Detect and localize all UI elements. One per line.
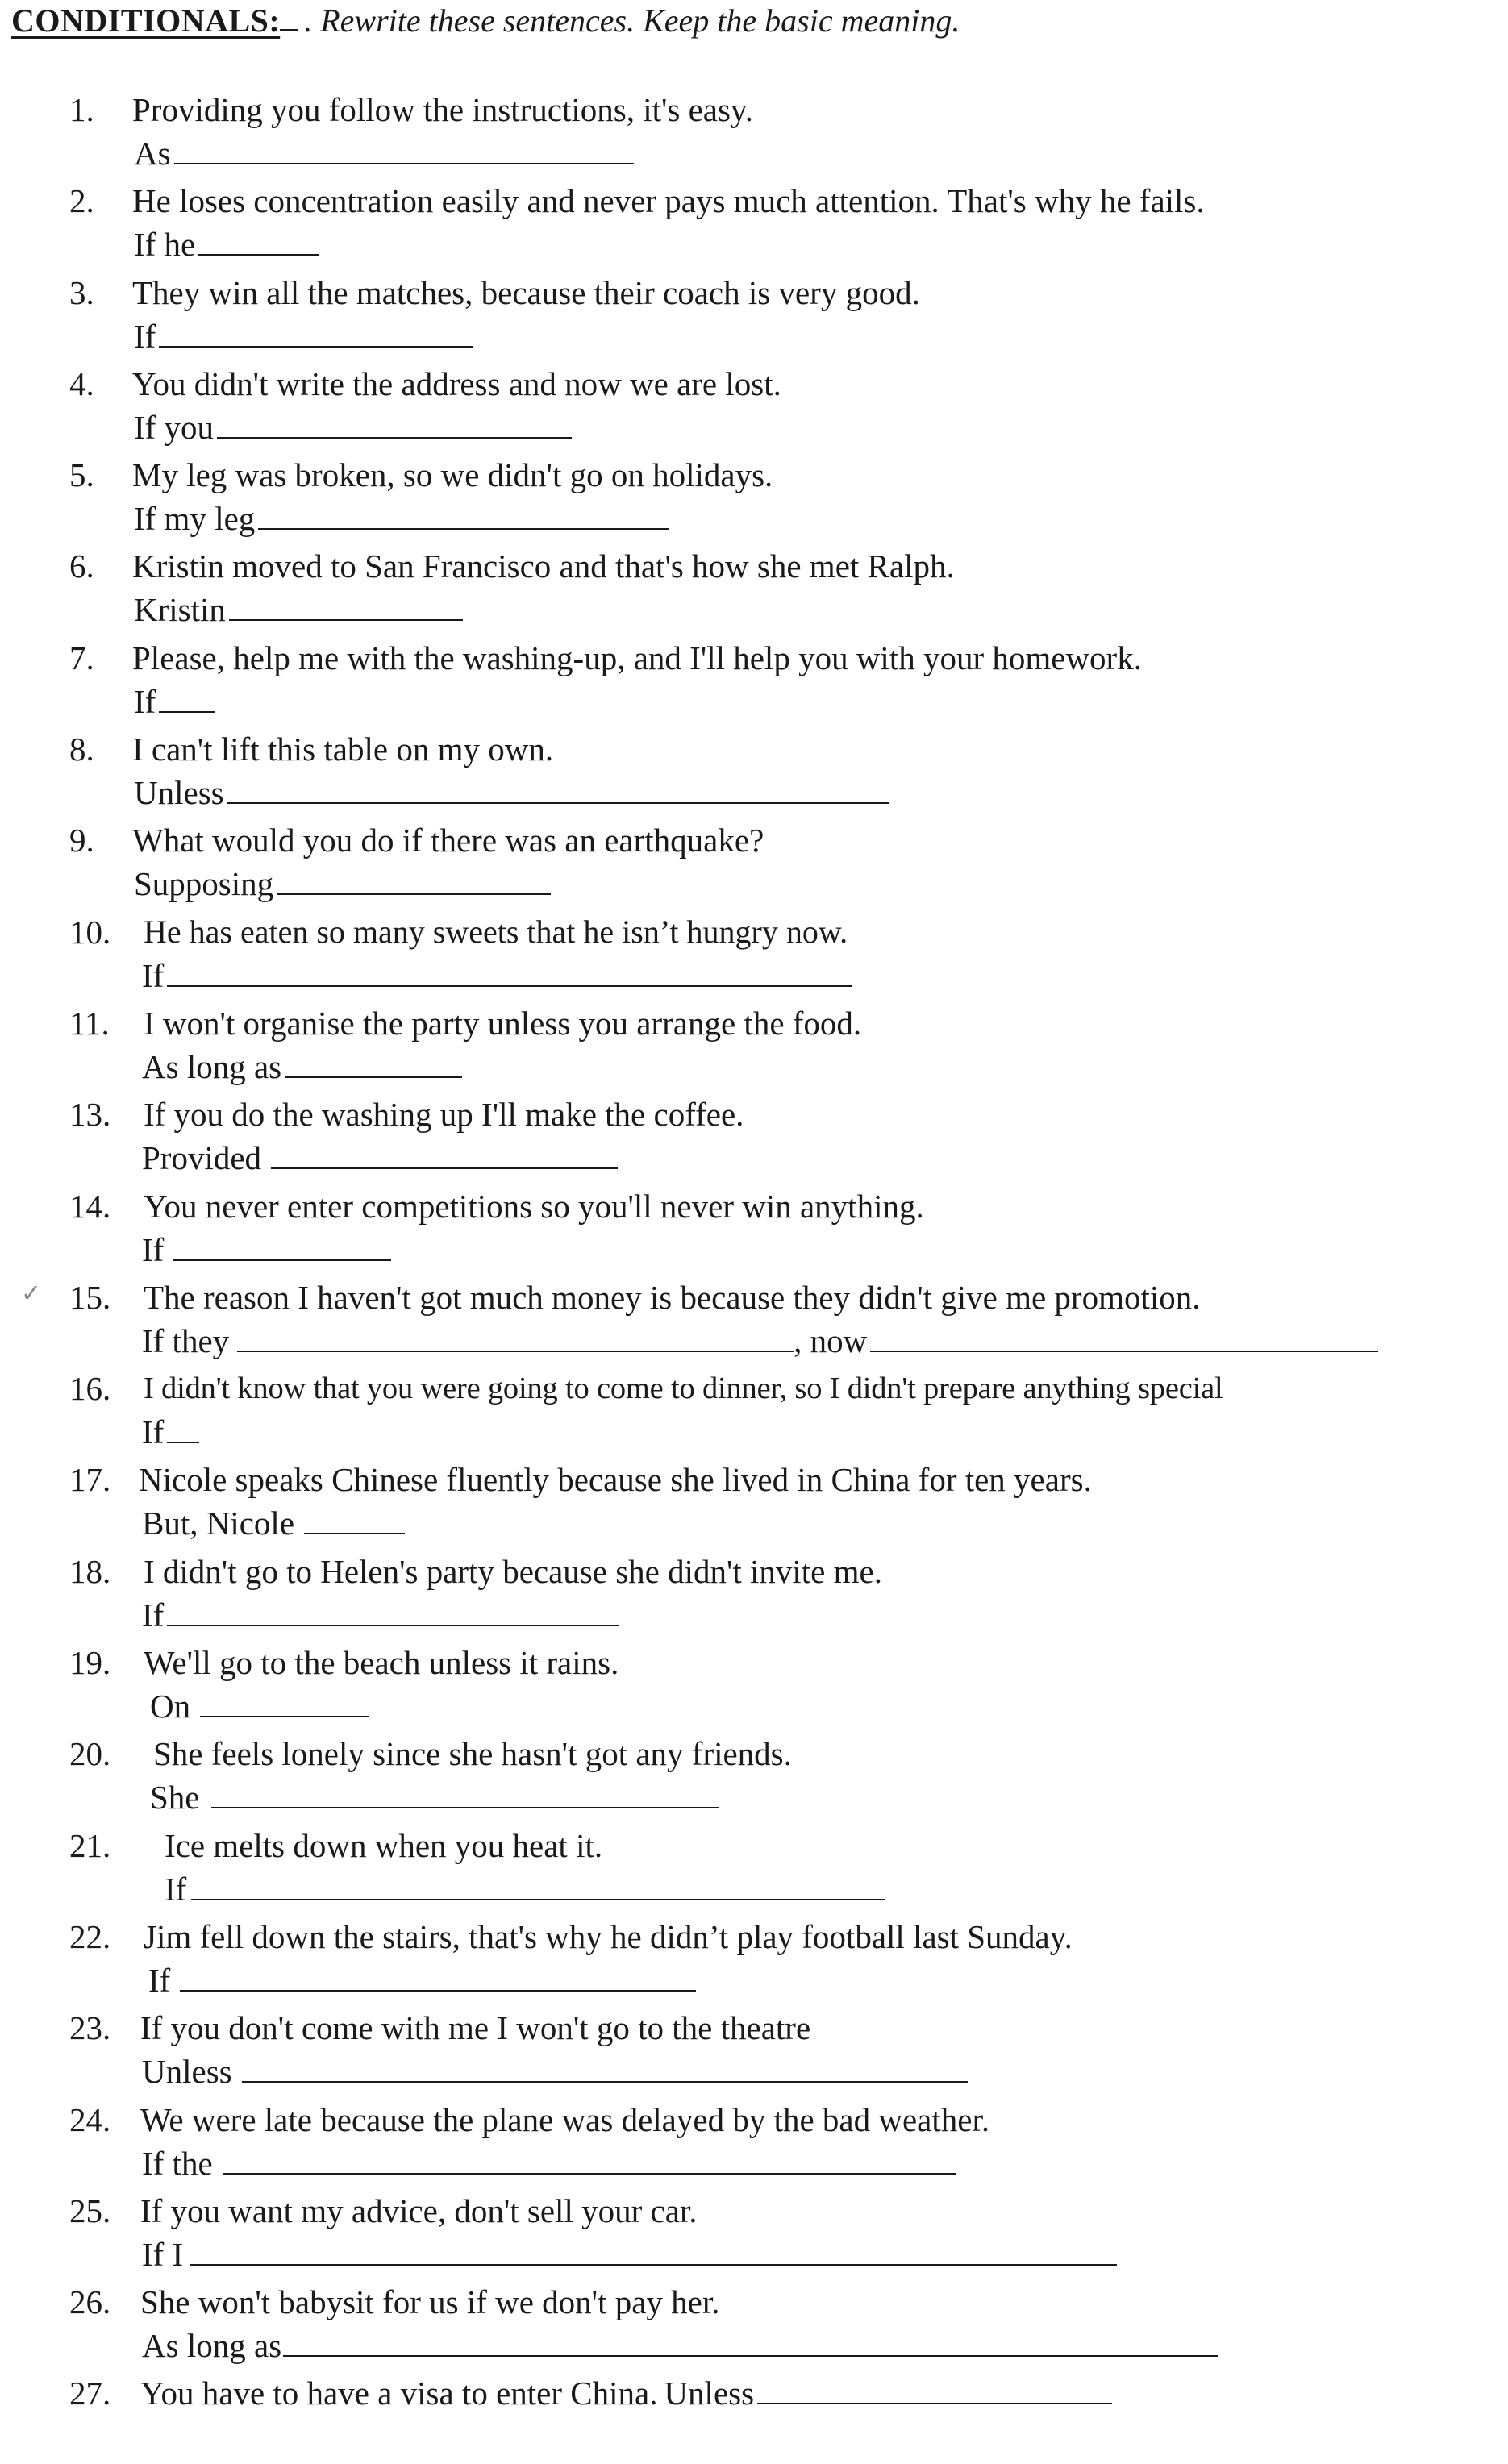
exercise-number: 26. bbox=[69, 2283, 111, 2321]
exercise-item bbox=[0, 363, 1508, 454]
answer-blank[interactable] bbox=[191, 1870, 885, 1900]
exercise-number: 7. bbox=[69, 639, 94, 676]
exercise-number: 23. bbox=[69, 2009, 111, 2047]
exercise-number: 2. bbox=[69, 182, 94, 220]
exercise-sentence: We were late because the plane was delayed by the bad weather. bbox=[140, 2100, 990, 2138]
answer-prompt: If they bbox=[142, 1321, 230, 1359]
exercise-number: 27. bbox=[69, 2375, 111, 2412]
exercise-sentence: What would you do if there was an earthquake? bbox=[132, 822, 764, 859]
answer-blank[interactable] bbox=[271, 1138, 618, 1169]
exercise-item bbox=[0, 728, 1508, 819]
exercise-sentence bbox=[140, 2374, 1112, 2412]
answer-line bbox=[142, 2235, 1117, 2274]
exercise-sentence: Nicole speaks Chinese fluently because she lived in China for ten years. bbox=[139, 1461, 1092, 1499]
exercise-number: 17. bbox=[69, 1461, 111, 1499]
answer-prompt: If bbox=[148, 1961, 171, 1999]
exercise-number: 5. bbox=[69, 456, 94, 494]
answer-prompt: If my leg bbox=[134, 500, 256, 538]
exercise-sentence: My leg was broken, so we didn't go on holidays. bbox=[132, 456, 773, 494]
exercise-number: 16. bbox=[69, 1370, 111, 1408]
exercise-sentence: She won't babysit for us if we don't pay her. bbox=[140, 2283, 720, 2321]
answer-line bbox=[142, 956, 852, 995]
answer-prompt: If bbox=[142, 1230, 165, 1268]
worksheet-instruction: . Rewrite these sentences. Keep the basic meaning. bbox=[304, 2, 960, 39]
exercise-sentence: You didn't write the address and now we are lost. bbox=[132, 364, 781, 402]
exercise-sentence: If you want my advice, don't sell your car. bbox=[140, 2191, 698, 2229]
answer-prompt: As long as bbox=[142, 1047, 282, 1085]
exercise-item bbox=[0, 272, 1508, 363]
answer-prompt: Provided bbox=[142, 1139, 262, 1177]
exercise-sentence: You never enter competitions so you'll never win anything. bbox=[144, 1187, 924, 1225]
exercise-item bbox=[0, 2190, 1508, 2281]
answer-prompt: If the bbox=[142, 2144, 213, 2182]
answer-blank[interactable] bbox=[227, 773, 889, 804]
answer-prompt: Unless bbox=[142, 2053, 232, 2091]
exercise-number: 1. bbox=[69, 91, 94, 128]
exercise-sentence: He loses concentration easily and never pays much attention. That's why he fails. bbox=[132, 182, 1205, 220]
margin-tick-mark: ✓ bbox=[21, 1280, 42, 1307]
exercise-item bbox=[0, 180, 1508, 271]
answer-blank[interactable] bbox=[167, 956, 852, 987]
exercise-number: 24. bbox=[69, 2100, 111, 2138]
answer-prompt: On bbox=[150, 1688, 191, 1725]
answer-line bbox=[134, 773, 889, 812]
answer-prompt: Supposing bbox=[134, 865, 274, 903]
answer-line bbox=[134, 864, 551, 903]
answer-blank[interactable] bbox=[159, 682, 215, 713]
answer-blank[interactable] bbox=[217, 408, 572, 439]
exercise-sentence: If you do the washing up I'll make the coffee. bbox=[144, 1096, 744, 1134]
answer-blank-secondary[interactable] bbox=[870, 1321, 1378, 1352]
exercise-item bbox=[0, 1733, 1508, 1824]
answer-blank[interactable] bbox=[229, 590, 463, 621]
exercise-sentence: I didn't go to Helen's party because she didn't invite me. bbox=[144, 1552, 882, 1590]
answer-prompt: Unless bbox=[134, 774, 224, 812]
exercise-item bbox=[0, 1002, 1508, 1093]
answer-blank[interactable] bbox=[174, 134, 634, 164]
exercise-sentence: Jim fell down the stairs, that's why he didn’t play football last Sunday. bbox=[144, 1917, 1073, 1955]
exercise-item bbox=[0, 2372, 1508, 2463]
answer-blank[interactable] bbox=[223, 2144, 956, 2175]
exercise-sentence: She feels lonely since she hasn't got any friends. bbox=[153, 1735, 792, 1773]
exercise-sentence: He has eaten so many sweets that he isn’t hungry now. bbox=[144, 913, 848, 950]
exercise-list bbox=[0, 89, 1508, 2464]
exercise-sentence: If you don't come with me I won't go to the theatre bbox=[140, 2009, 811, 2047]
exercise-item bbox=[0, 1825, 1508, 1916]
answer-line bbox=[142, 1504, 405, 1542]
title-underline-gap bbox=[280, 5, 298, 31]
answer-prompt: If bbox=[134, 317, 156, 355]
answer-line bbox=[150, 1687, 369, 1725]
answer-line bbox=[142, 1138, 618, 1177]
worksheet-header bbox=[11, 2, 960, 40]
answer-line bbox=[150, 1778, 719, 1817]
exercise-item bbox=[0, 454, 1508, 545]
exercise-sentence-text: You have to have a visa to enter China. bbox=[140, 2375, 658, 2412]
answer-prompt: If bbox=[165, 1870, 187, 1908]
answer-line bbox=[148, 1961, 696, 2000]
exercise-sentence: We'll go to the beach unless it rains. bbox=[144, 1644, 619, 1682]
answer-line bbox=[142, 2144, 956, 2183]
exercise-number: 11. bbox=[69, 1004, 110, 1042]
answer-blank[interactable] bbox=[167, 1596, 619, 1626]
exercise-sentence: They win all the matches, because their coach is very good. bbox=[132, 273, 920, 311]
answer-prompt: If you bbox=[134, 408, 215, 446]
exercise-number: 25. bbox=[69, 2191, 111, 2229]
exercise-item bbox=[0, 911, 1508, 1002]
answer-blank[interactable] bbox=[173, 1230, 391, 1261]
worksheet-title: CONDITIONALS: bbox=[11, 2, 281, 39]
answer-blank[interactable] bbox=[277, 864, 551, 895]
exercise-item bbox=[0, 2281, 1508, 2372]
answer-prompt: She bbox=[150, 1779, 200, 1817]
exercise-item bbox=[0, 819, 1508, 910]
exercise-item bbox=[0, 2007, 1508, 2098]
answer-prompt: But, Nicole bbox=[142, 1505, 295, 1542]
exercise-number: 14. bbox=[69, 1187, 111, 1225]
exercise-sentence: I didn't know that you were going to come to dinner, so I didn't prepare anything special bbox=[144, 1371, 1223, 1406]
answer-blank[interactable] bbox=[242, 2052, 968, 2083]
exercise-number: 13. bbox=[69, 1096, 111, 1134]
answer-prompt: If I bbox=[142, 2235, 184, 2273]
answer-line bbox=[134, 317, 473, 356]
answer-line bbox=[142, 1047, 462, 1086]
answer-prompt: If bbox=[142, 1413, 165, 1451]
answer-prompt-secondary: , now bbox=[794, 1321, 868, 1359]
exercise-sentence: Kristin moved to San Francisco and that's how she met Ralph. bbox=[132, 547, 955, 585]
exercise-item bbox=[0, 1367, 1508, 1459]
answer-line bbox=[165, 1870, 885, 1908]
exercise-number: 4. bbox=[69, 364, 94, 402]
answer-blank[interactable] bbox=[180, 1961, 696, 1992]
exercise-sentence: The reason I haven't got much money is because they didn't give me promotion. bbox=[144, 1278, 1201, 1316]
exercise-number: 3. bbox=[69, 273, 94, 311]
answer-prompt: If he bbox=[134, 226, 196, 264]
answer-line bbox=[134, 408, 572, 447]
exercise-number: 8. bbox=[69, 730, 94, 768]
answer-prompt: If bbox=[134, 682, 156, 720]
exercise-sentence: I won't organise the party unless you arrange the food. bbox=[144, 1004, 862, 1042]
exercise-number: 20. bbox=[69, 1735, 111, 1773]
answer-line bbox=[142, 1413, 199, 1451]
answer-blank[interactable] bbox=[258, 499, 669, 530]
answer-line bbox=[142, 1230, 391, 1269]
answer-blank[interactable] bbox=[237, 1321, 794, 1352]
exercise-item bbox=[0, 1185, 1508, 1276]
answer-prompt: As bbox=[134, 135, 171, 172]
answer-line bbox=[134, 134, 634, 173]
answer-blank[interactable] bbox=[198, 225, 319, 256]
answer-line bbox=[134, 682, 215, 721]
exercise-sentence: Ice melts down when you heat it. bbox=[165, 1826, 603, 1864]
answer-prompt: Kristin bbox=[134, 591, 226, 629]
answer-line bbox=[142, 1596, 619, 1634]
answer-prompt: If bbox=[142, 1596, 165, 1634]
exercise-item bbox=[0, 1276, 1508, 1367]
exercise-number: 9. bbox=[69, 822, 94, 859]
exercise-item bbox=[0, 1916, 1508, 2007]
answer-blank[interactable] bbox=[304, 1504, 405, 1534]
exercise-sentence: Providing you follow the instructions, it's easy. bbox=[132, 91, 754, 128]
answer-line bbox=[134, 590, 463, 629]
exercise-number: 15. bbox=[69, 1278, 111, 1316]
exercise-item bbox=[0, 1093, 1508, 1184]
exercise-item bbox=[0, 89, 1508, 180]
exercise-item bbox=[0, 1642, 1508, 1733]
exercise-number: 18. bbox=[69, 1552, 111, 1590]
answer-line bbox=[142, 2326, 1218, 2365]
answer-blank[interactable] bbox=[211, 1778, 719, 1808]
exercise-number: 22. bbox=[69, 1917, 111, 1955]
exercise-item bbox=[0, 2099, 1508, 2190]
answer-prompt: As long as bbox=[142, 2327, 282, 2365]
exercise-sentence: I can't lift this table on my own. bbox=[132, 730, 554, 768]
exercise-item bbox=[0, 637, 1508, 728]
answer-blank[interactable] bbox=[200, 1687, 369, 1717]
answer-line bbox=[134, 225, 319, 264]
exercise-sentence: Please, help me with the washing-up, and I'll help you with your homework. bbox=[132, 639, 1142, 676]
answer-blank[interactable] bbox=[190, 2235, 1117, 2266]
answer-line bbox=[142, 2052, 968, 2091]
answer-prompt: Unless bbox=[664, 2375, 755, 2412]
exercise-item bbox=[0, 1459, 1508, 1550]
exercise-item bbox=[0, 1550, 1508, 1642]
exercise-number: 21. bbox=[69, 1826, 111, 1864]
answer-blank[interactable] bbox=[283, 2326, 1218, 2357]
exercise-item bbox=[0, 545, 1508, 636]
answer-line bbox=[134, 499, 669, 538]
exercise-number: 10. bbox=[69, 913, 111, 951]
answer-line bbox=[142, 1321, 1378, 1360]
exercise-number: 19. bbox=[69, 1644, 111, 1682]
answer-blank[interactable] bbox=[285, 1047, 462, 1078]
exercise-number: 6. bbox=[69, 547, 94, 585]
answer-prompt: If bbox=[142, 956, 165, 994]
answer-blank[interactable] bbox=[159, 317, 473, 348]
answer-blank[interactable] bbox=[757, 2375, 1112, 2404]
answer-blank[interactable] bbox=[167, 1413, 199, 1443]
